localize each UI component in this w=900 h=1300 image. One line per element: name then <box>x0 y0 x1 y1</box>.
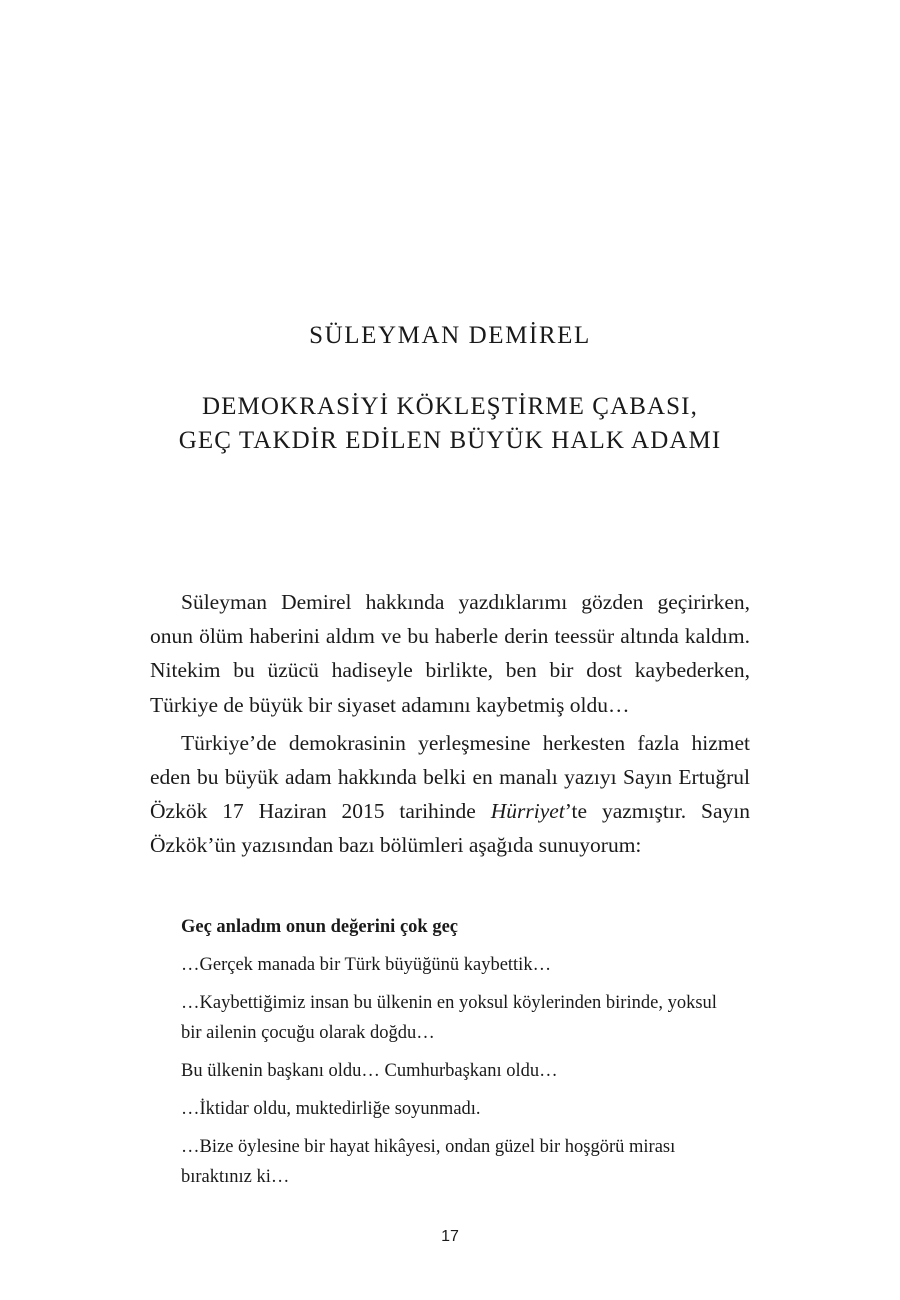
body-text <box>150 585 750 867</box>
quote-heading: Geç anladım onun değerini çok geç <box>181 917 458 937</box>
page-number: 17 <box>441 1228 459 1245</box>
quote-line: …Kaybettiğimiz insan bu ülkenin en yoksul köylerinden birinde, yoksul bir ailenin çocuğu olarak doğdu… <box>181 993 717 1043</box>
chapter-subtitle <box>0 390 900 458</box>
subtitle-line-2: GEÇ TAKDİR EDİLEN BÜYÜK HALK ADAMI <box>178 427 722 454</box>
chapter-title: SÜLEYMAN DEMİREL <box>309 322 591 349</box>
newspaper-name: Hürriyet <box>490 799 565 824</box>
quote-line: …Gerçek manada bir Türk büyüğünü kaybettik… <box>181 955 552 975</box>
paragraph-2-text-b: ’te yazmıştır. Sayın Özkök’ün yazısından bazı bölümleri aşağıda sunuyorum: <box>150 799 750 858</box>
paragraph-2 <box>150 726 750 863</box>
subtitle-line-1: DEMOKRASİYİ KÖKLEŞTİRME ÇABASI, <box>202 393 698 420</box>
paragraph-1: Süleyman Demirel hakkında yazdıklarımı gözden geçirirken, onun ölüm haberini aldım ve bu haberle derin teessür altında kaldım. Nitekim bu üzücü hadiseyle birlikte, ben bir dost kaybederken, Türkiye de büyük bir siyaset adamını kaybetmiş oldu… <box>150 590 750 717</box>
quote-line: Bu ülkenin başkanı oldu… Cumhurbaşkanı oldu… <box>181 1061 558 1081</box>
quote-line: …İktidar oldu, muktedirliğe soyunmadı. <box>181 1099 481 1119</box>
quote-line: …Bize öylesine bir hayat hikâyesi, ondan güzel bir hoşgörü mirası bıraktınız ki… <box>181 1137 676 1187</box>
paragraph-2-text-a: Türkiye’de demokrasinin yerleşmesine herkesten fazla hizmet eden bu büyük adam hakkında belki en manalı yazıyı Sayın Ertuğrul Özkök 17 Haziran 2015 tarihinde <box>150 730 750 824</box>
quote-block <box>181 912 726 1200</box>
